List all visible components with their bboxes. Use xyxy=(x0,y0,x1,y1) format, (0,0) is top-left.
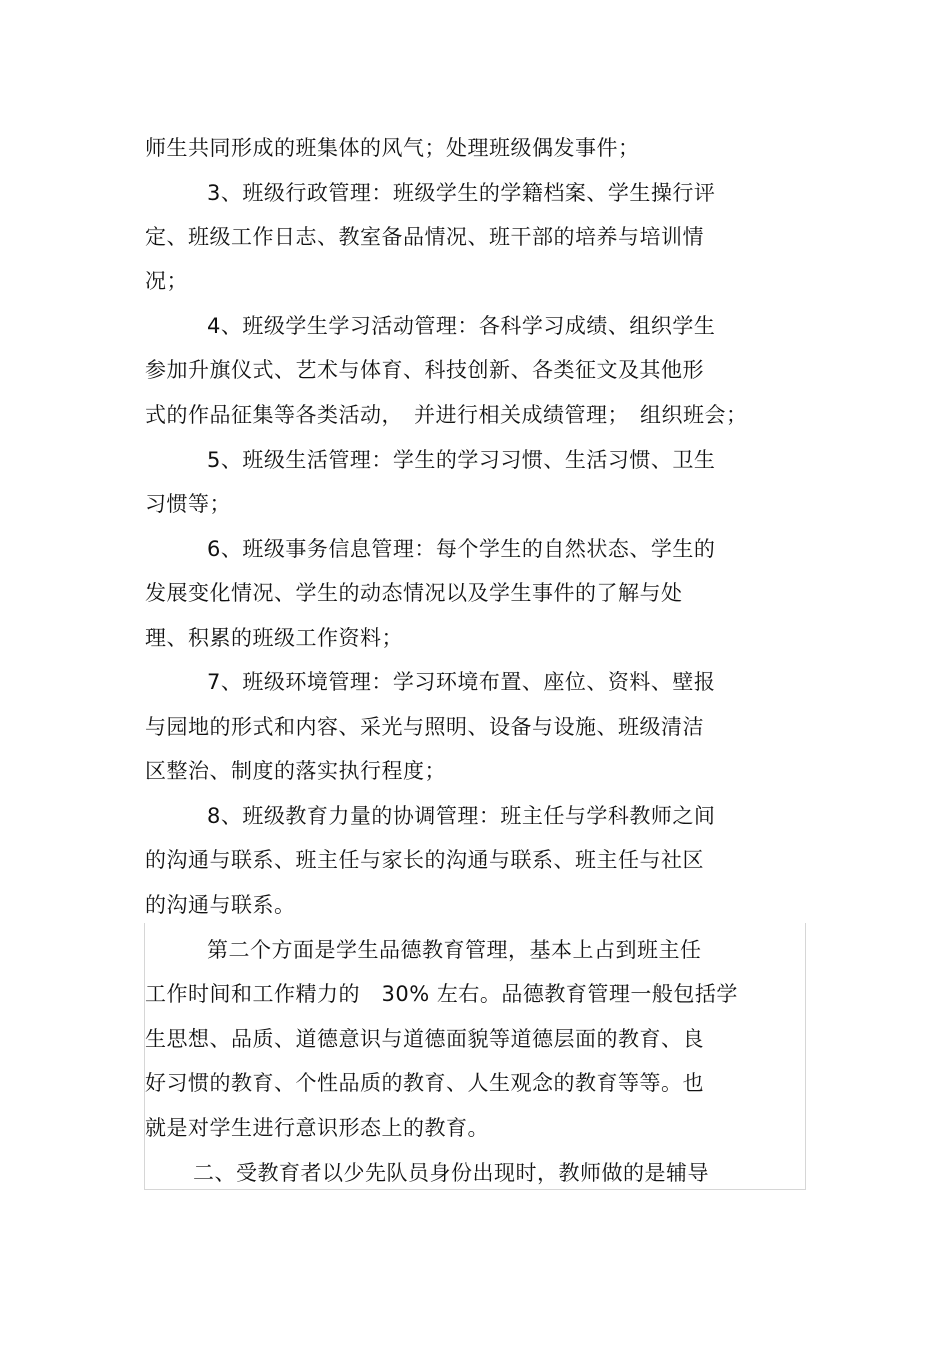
text-line: 区整治、制度的落实执行程度； xyxy=(145,759,446,783)
text-line: 二、受教育者以少先队员身份出现时，教师做的是辅导 xyxy=(193,1161,709,1185)
text-line: 定、班级工作日志、教室备品情况、班干部的培养与培训情 xyxy=(145,225,704,249)
text-line: 的沟通与联系。 xyxy=(145,893,296,917)
box-right-border xyxy=(805,923,806,1190)
box-bottom-border xyxy=(144,1189,806,1190)
text-line: 4、班级学生学习活动管理：各科学习成绩、组织学生 xyxy=(207,314,716,338)
text-line: 6、班级事务信息管理：每个学生的自然状态、学生的 xyxy=(207,537,716,561)
text-line: 第二个方面是学生品德教育管理，基本上占到班主任 xyxy=(207,938,702,962)
text-line: 5、班级生活管理：学生的学习习惯、生活习惯、卫生 xyxy=(207,448,716,472)
text-line: 的沟通与联系、班主任与家长的沟通与联系、班主任与社区 xyxy=(145,848,704,872)
text-line: 就是对学生进行意识形态上的教育。 xyxy=(145,1116,489,1140)
text-line: 理、积累的班级工作资料； xyxy=(145,626,403,650)
text-line: 况； xyxy=(145,269,188,293)
text-line: 习惯等； xyxy=(145,492,231,516)
text-line: 7、班级环境管理：学习环境布置、座位、资料、壁报 xyxy=(207,670,716,694)
text-line: 与园地的形式和内容、采光与照明、设备与设施、班级清洁 xyxy=(145,715,704,739)
text-line: 工作时间和工作精力的 30% 左右。品德教育管理一般包括学 xyxy=(145,982,738,1006)
text-line: 参加升旗仪式、艺术与体育、科技创新、各类征文及其他形 xyxy=(145,358,704,382)
box-left-border xyxy=(144,923,145,1190)
text-line: 好习惯的教育、个性品质的教育、人生观念的教育等等。也 xyxy=(145,1071,704,1095)
text-line: 3、班级行政管理：班级学生的学籍档案、学生操行评 xyxy=(207,181,716,205)
text-line: 8、班级教育力量的协调管理：班主任与学科教师之间 xyxy=(207,804,716,828)
text-line: 师生共同形成的班集体的风气；处理班级偶发事件； xyxy=(145,136,640,160)
text-line: 生思想、品质、道德意识与道德面貌等道德层面的教育、良 xyxy=(145,1027,704,1051)
text-line: 发展变化情况、学生的动态情况以及学生事件的了解与处 xyxy=(145,581,683,605)
text-line: 式的作品征集等各类活动， 并进行相关成绩管理； 组织班会； xyxy=(145,403,748,427)
